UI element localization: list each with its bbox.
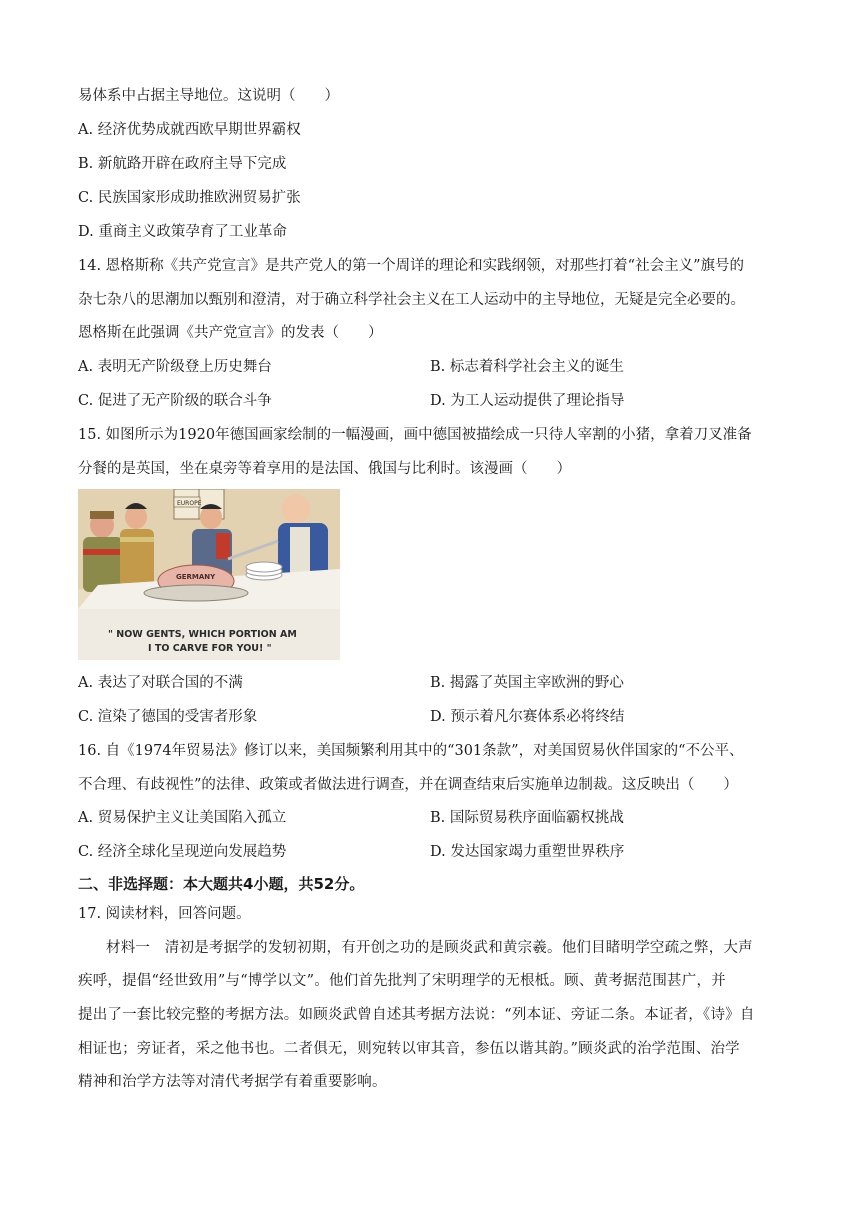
q14-option-b[interactable]: B. 标志着科学社会主义的诞生	[430, 359, 624, 375]
q16-stem-line-1: 16. 自《1974年贸易法》修订以来，美国频繁利用其中的“301条款”，对美国贸易伙伴国家的“不公平、	[78, 743, 744, 759]
q14-option-d[interactable]: D. 为工人运动提供了理论指导	[430, 393, 625, 409]
q14-option-a[interactable]: A. 表明无产阶级登上历史舞台	[78, 359, 272, 375]
cartoon-caption-line-2: I TO CARVE FOR YOU! "	[148, 643, 272, 654]
cartoon-pig-label: GERMANY	[176, 573, 216, 581]
q17-material-line-1: 材料一 清初是考据学的发轫初期，有开创之功的是顾炎武和黄宗羲。他们目睹明学空疏之弊，大声	[106, 940, 753, 956]
q17-material-line-4: 相证也；旁证者，采之他书也。二者俱无，则宛转以审其音，参伍以谐其韵。”顾炎武的治学范围、治学	[78, 1041, 740, 1057]
q16-option-a[interactable]: A. 贸易保护主义让美国陷入孤立	[78, 810, 287, 826]
cartoon-caption-line-1: " NOW GENTS, WHICH PORTION AM	[108, 629, 297, 640]
cartoon-sign-label: EUROPE	[177, 500, 202, 507]
q14-stem-line-2: 杂七杂八的思潮加以甄别和澄清，对于确立科学社会主义在工人运动中的主导地位，无疑是完全必要的。	[78, 292, 745, 308]
q16-option-c[interactable]: C. 经济全球化呈现逆向发展趋势	[78, 844, 287, 860]
q13-option-c[interactable]: C. 民族国家形成助推欧洲贸易扩张	[78, 190, 301, 206]
q13-option-d[interactable]: D. 重商主义政策孕育了工业革命	[78, 224, 287, 240]
q14-stem-line-1: 14. 恩格斯称《共产党宣言》是共产党人的第一个周详的理论和实践纲领，对那些打着“社会主义”旗号的	[78, 258, 744, 274]
q17-material-line-3: 提出了一套比较完整的考据方法。如顾炎武曾自述其考据方法说：“列本证、旁证二条。本证者，《诗》自	[78, 1007, 755, 1023]
q17-material-line-5: 精神和治学方法等对清代考据学有着重要影响。	[78, 1074, 387, 1090]
q15-option-b[interactable]: B. 揭露了英国主宰欧洲的野心	[430, 675, 624, 691]
q17-stem: 17. 阅读材料，回答问题。	[78, 906, 251, 922]
q15-option-a[interactable]: A. 表达了对联合国的不满	[78, 675, 243, 691]
q15-stem-line-2: 分餐的是英国，坐在桌旁等着享用的是法国、俄国与比利时。该漫画（ ）	[78, 461, 571, 477]
q14-option-c[interactable]: C. 促进了无产阶级的联合斗争	[78, 393, 272, 409]
q14-stem-line-3: 恩格斯在此强调《共产党宣言》的发表（ ）	[78, 325, 383, 341]
q15-stem-line-1: 15. 如图所示为1920年德国画家绘制的一幅漫画，画中德国被描绘成一只待人宰割的小猪，拿着刀叉准备	[78, 427, 752, 443]
q16-stem-line-2: 不合理、有歧视性”的法律、政策或者做法进行调查，并在调查结束后实施单边制裁。这反映出（ ）	[78, 777, 738, 793]
q13-option-b[interactable]: B. 新航路开辟在政府主导下完成	[78, 156, 287, 172]
q13-option-a[interactable]: A. 经济优势成就西欧早期世界霸权	[78, 122, 301, 138]
q15-option-d[interactable]: D. 预示着凡尔赛体系必将终结	[430, 709, 625, 725]
q17-material-line-2: 疾呼，提倡“经世致用”与“博学以文”。他们首先批判了宋明理学的无根柢。顾、黄考据范围甚广，并	[78, 973, 726, 989]
q15-option-c[interactable]: C. 渲染了德国的受害者形象	[78, 709, 258, 725]
q15-cartoon-image	[78, 489, 340, 660]
q16-option-b[interactable]: B. 国际贸易秩序面临霸权挑战	[430, 810, 624, 826]
q13-stem-tail: 易体系中占据主导地位。这说明（ ）	[78, 88, 339, 104]
q16-option-d[interactable]: D. 发达国家竭力重塑世界秩序	[430, 844, 625, 860]
section-heading: 二、非选择题：本大题共4小题，共52分。	[78, 875, 365, 893]
